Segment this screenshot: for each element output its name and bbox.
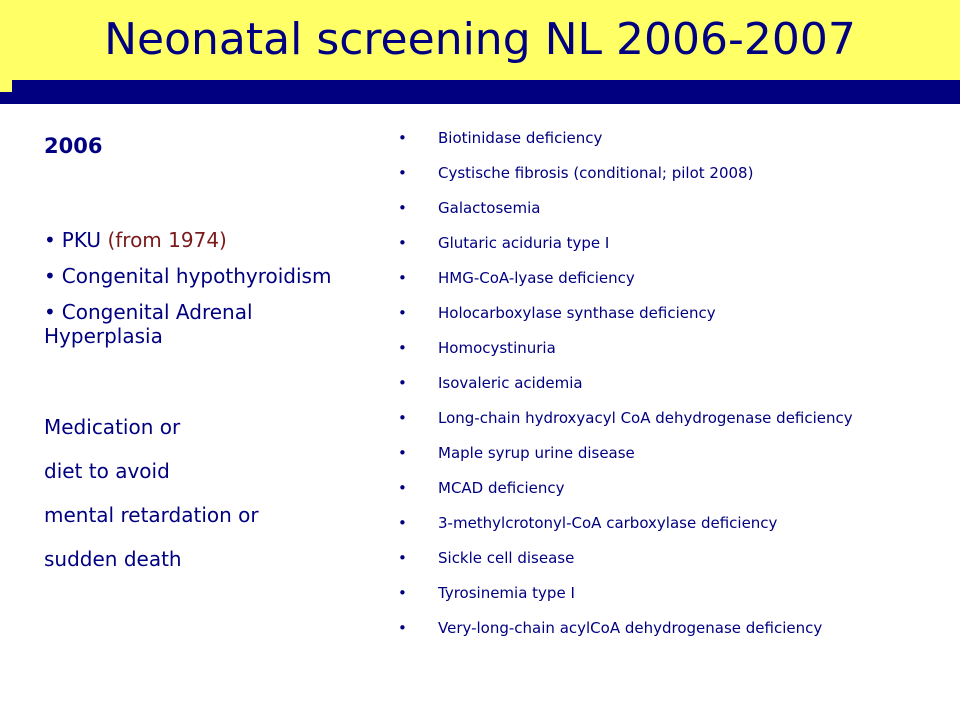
list-item-text: 3-methylcrotonyl-CoA carboxylase deficiency	[438, 514, 778, 532]
list-item-text: Galactosemia	[438, 199, 541, 217]
list-item-text: Biotinidase deficiency	[438, 129, 603, 147]
bullet-icon: •	[398, 234, 407, 252]
list-item	[398, 270, 938, 287]
list-item	[398, 340, 938, 357]
bullet-text: Congenital hypothyroidism	[61, 264, 332, 288]
list-item	[398, 550, 938, 567]
list-item	[398, 200, 938, 217]
bullet-icon: •	[398, 444, 407, 462]
list-item	[398, 585, 938, 602]
slide-title: Neonatal screening NL 2006-2007	[104, 14, 856, 65]
list-item	[398, 515, 938, 532]
list-item	[398, 620, 938, 637]
list-item-text: Very-long-chain acylCoA dehydrogenase deficiency	[438, 619, 823, 637]
bullet-icon: •	[44, 300, 56, 324]
purpose-line: diet to avoid	[44, 459, 170, 483]
bullet-icon: •	[398, 304, 407, 322]
bullet-icon: •	[44, 264, 56, 288]
left-bullet	[44, 300, 334, 348]
list-item	[398, 305, 938, 322]
bullet-icon: •	[398, 164, 407, 182]
bullet-text: Congenital Adrenal Hyperplasia	[44, 300, 253, 348]
rule-notch	[0, 80, 12, 92]
list-item-text: Tyrosinemia type I	[438, 584, 575, 602]
left-column	[44, 134, 334, 581]
list-item	[398, 480, 938, 497]
list-item-text: Sickle cell disease	[438, 549, 575, 567]
bullet-icon: •	[398, 339, 407, 357]
title-rule	[0, 80, 960, 104]
year-heading: 2006	[44, 134, 103, 158]
list-item-text: Homocystinuria	[438, 339, 556, 357]
bullet-icon: •	[398, 374, 407, 392]
list-item-text: Long-chain hydroxyacyl CoA dehydrogenase deficiency	[438, 409, 853, 427]
bullet-icon: •	[44, 228, 56, 252]
purpose-line: Medication or	[44, 415, 181, 439]
bullet-icon: •	[398, 584, 407, 602]
list-item-text: MCAD deficiency	[438, 479, 565, 497]
list-item-text: Maple syrup urine disease	[438, 444, 635, 462]
list-item	[398, 375, 938, 392]
purpose-text	[44, 405, 334, 581]
list-item	[398, 410, 938, 427]
purpose-line: mental retardation or	[44, 503, 259, 527]
bullet-icon: •	[398, 269, 407, 287]
list-item	[398, 445, 938, 462]
list-item	[398, 130, 938, 147]
disorder-list	[398, 130, 938, 655]
list-item-text: Isovaleric acidemia	[438, 374, 583, 392]
bullet-icon: •	[398, 129, 407, 147]
bullet-icon: •	[398, 619, 407, 637]
purpose-line: sudden death	[44, 547, 182, 571]
bullet-icon: •	[398, 549, 407, 567]
list-item-text: Holocarboxylase synthase deficiency	[438, 304, 716, 322]
left-bullet	[44, 264, 334, 288]
list-item	[398, 165, 938, 182]
bullet-icon: •	[398, 409, 407, 427]
bullet-icon: •	[398, 479, 407, 497]
list-item	[398, 235, 938, 252]
bullet-icon: •	[398, 514, 407, 532]
bullet-text: PKU	[61, 228, 108, 252]
list-item-text: HMG-CoA-lyase deficiency	[438, 269, 635, 287]
bullet-note: (from 1974)	[107, 228, 227, 252]
left-bullet	[44, 228, 334, 252]
list-item-text: Cystische fibrosis (conditional; pilot 2008)	[438, 164, 754, 182]
list-item-text: Glutaric aciduria type I	[438, 234, 610, 252]
bullet-icon: •	[398, 199, 407, 217]
